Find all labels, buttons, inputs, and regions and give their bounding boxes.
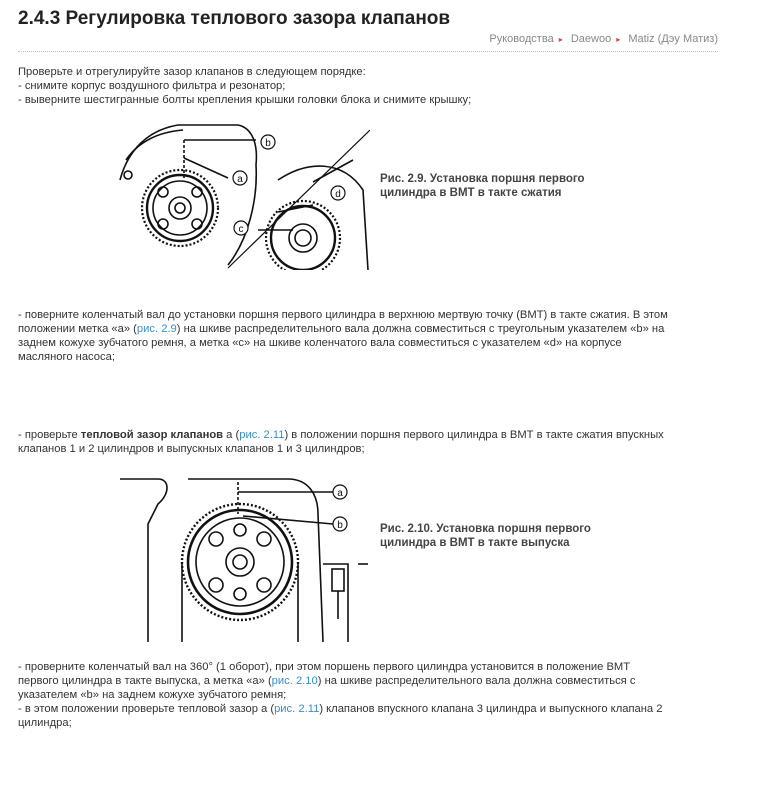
text-span: - в этом положении проверьте тепловой зазор а ( (18, 703, 275, 715)
text-line: - проверните коленчатый вал на 360° (1 оборот), при этом поршень первого цилиндра установится в положение ВМТ (18, 661, 631, 673)
text-line: масляного насоса; (18, 351, 115, 363)
paragraph-crankshaft-tdc (18, 308, 668, 364)
caption-line: Рис. 2.9. Установка поршня первого (380, 173, 585, 185)
figure-link[interactable]: рис. 2.11 (239, 429, 285, 441)
text-bold: тепловой зазор клапанов (80, 429, 224, 441)
paragraph-check-clearance (18, 428, 664, 456)
callout-a: a (237, 174, 243, 185)
text-line: - поверните коленчатый вал до установки поршня первого цилиндра в верхнюю мертвую точку (ВМТ) в такте сжатия. В этом (18, 309, 668, 321)
callout-a: a (337, 488, 343, 499)
breadcrumb-separator-icon: ▸ (616, 34, 621, 44)
text-line: указателем «b» на заднем кожухе зубчатого ремня; (18, 689, 287, 701)
text-line: заднем кожухе зубчатого ремня, а метка «с» на шкиве коленчатого вала совместиться с указателем «d» на корпусе (18, 337, 622, 349)
caption-line: цилиндра в ВМТ в такте сжатия (380, 187, 562, 199)
figure-link[interactable]: рис. 2.10 (271, 675, 318, 687)
figure-link[interactable]: рис. 2.9 (136, 323, 177, 335)
text-line (18, 428, 664, 442)
caption-line: цилиндра в ВМТ в такте выпуска (380, 537, 570, 549)
intro-text (18, 65, 471, 107)
figure-2-9-diagram (118, 120, 370, 270)
text-span: - проверьте (18, 429, 81, 441)
text-span: положении метка «а» ( (18, 323, 137, 335)
text-line (18, 322, 668, 336)
text-line: клапанов 1 и 2 цилиндров и выпускных клапанов 1 и 3 цилиндров; (18, 443, 365, 455)
breadcrumb-item[interactable]: Matiz (Дэу Матиз) (628, 33, 718, 45)
text-line: цилиндра; (18, 717, 72, 729)
breadcrumb-item[interactable]: Руководства (489, 33, 554, 45)
text-span: первого цилиндра в такте выпуска, а метка «а» ( (18, 675, 272, 687)
text-span: а ( (223, 429, 240, 441)
caption-line: Рис. 2.10. Установка поршня первого (380, 523, 591, 535)
callout-c: c (238, 224, 244, 235)
text-span: ) в положении поршня первого цилиндра в ВМТ в такте сжатия впускных (284, 429, 664, 441)
callout-d: d (335, 189, 341, 200)
text-span: ) на шкиве распределительного вала должна совместиться с треугольным указателем «b» на (176, 323, 665, 335)
intro-lead: Проверьте и отрегулируйте зазор клапанов в следующем порядке: (18, 66, 366, 78)
intro-item: - выверните шестигранные болты крепления крышки головки блока и снимите крышку; (18, 94, 472, 106)
figure-2-10-diagram (118, 474, 370, 644)
breadcrumb-separator-icon: ▸ (558, 34, 563, 44)
figure-2-9-caption (380, 172, 585, 200)
breadcrumb (18, 33, 718, 52)
callout-b: b (265, 138, 271, 149)
breadcrumb-item[interactable]: Daewoo (570, 33, 612, 45)
paragraph-rotate-crankshaft (18, 660, 662, 730)
callout-b: b (337, 520, 343, 531)
text-span: ) клапанов впускного клапана 3 цилиндра и выпускного клапана 2 (319, 703, 663, 715)
text-line (18, 674, 662, 688)
page-title: 2.4.3 Регулировка теплового зазора клапанов (18, 8, 451, 29)
intro-item: - снимите корпус воздушного фильтра и резонатор; (18, 80, 286, 92)
figure-2-10-caption (380, 522, 591, 550)
figure-link[interactable]: рис. 2.11 (274, 703, 320, 715)
text-span: ) на шкиве распределительного вала должна совместиться с (317, 675, 636, 687)
text-line (18, 702, 662, 716)
